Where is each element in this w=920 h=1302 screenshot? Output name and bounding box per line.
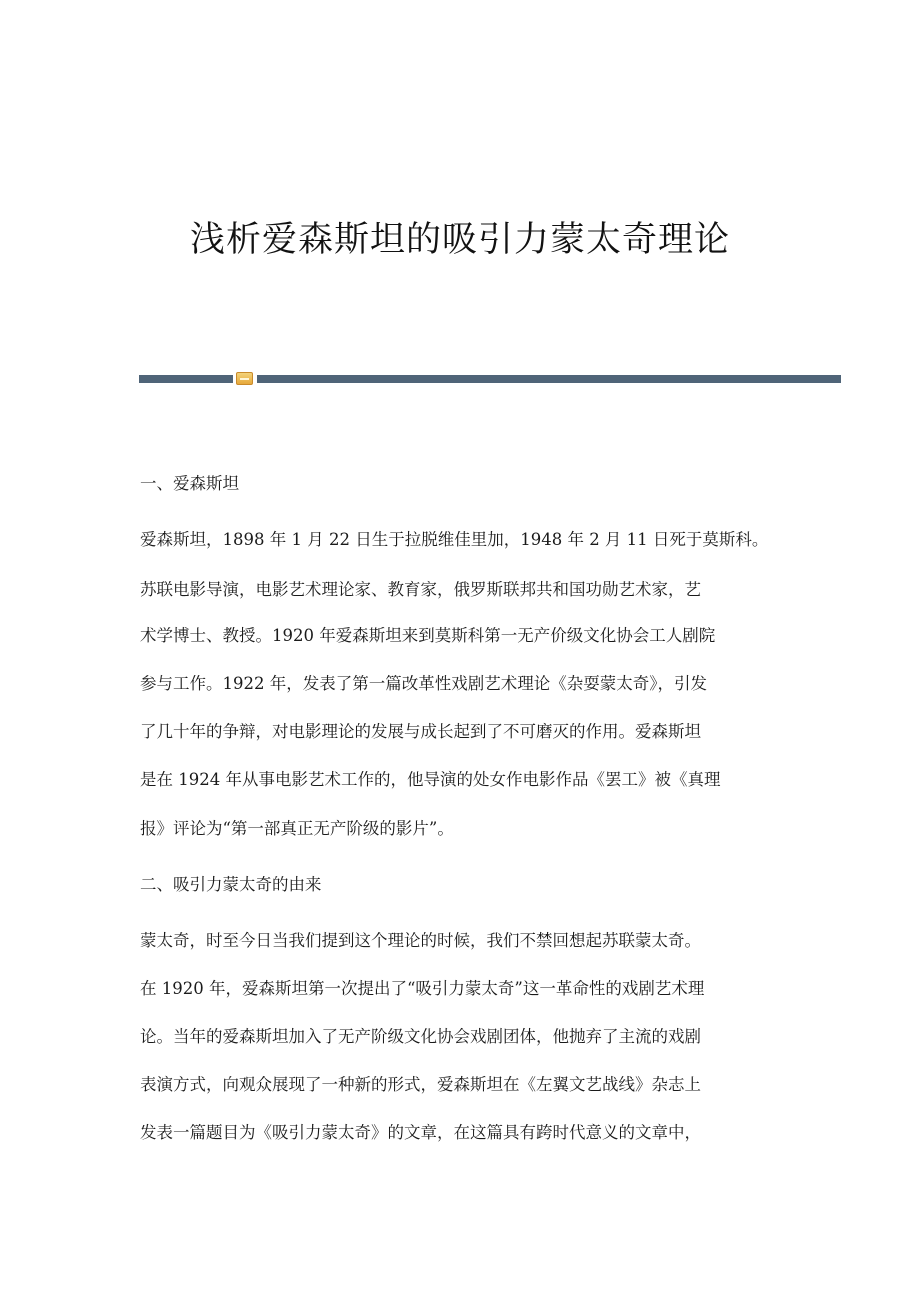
paragraph-line: 论。当年的爱森斯坦加入了无产阶级文化协会戏剧团体，他抛弃了主流的戏剧 [140,1027,701,1046]
title-divider [139,370,841,388]
paragraph-line: 爱森斯坦，1898 年 1 月 22 日生于拉脱维佳里加，1948 年 2 月 11 日死于莫斯科。 [140,530,769,549]
section-heading: 一、爱森斯坦 [140,474,239,493]
document-title: 浅析爱森斯坦的吸引力蒙太奇理论 [189,220,730,260]
paragraph-line: 术学博士、教授。1920 年爱森斯坦来到莫斯科第一无产价级文化协会工人剧院 [140,626,716,645]
divider-bar-left [139,375,233,383]
paragraph-line: 在 1920 年，爱森斯坦第一次提出了“吸引力蒙太奇”这一革命性的戏剧艺术理 [140,979,705,998]
paragraph-line: 蒙太奇，时至今日当我们提到这个理论的时候，我们不禁回想起苏联蒙太奇。 [140,931,701,950]
paragraph-line: 苏联电影导演，电影艺术理论家、教育家，俄罗斯联邦共和国功勋艺术家，艺 [140,580,701,599]
divider-bar-right [257,375,841,383]
paragraph-line: 报》评论为“第一部真正无产阶级的影片”。 [140,819,454,838]
paragraph-line: 参与工作。1922 年，发表了第一篇改革性戏剧艺术理论《杂耍蒙太奇》，引发 [140,674,707,693]
paragraph-line: 了几十年的争辩，对电影理论的发展与成长起到了不可磨灭的作用。爱森斯坦 [140,722,701,741]
paragraph-line: 是在 1924 年从事电影艺术工作的，他导演的处女作电影作品《罢工》被《真理 [140,770,721,789]
paragraph-line: 发表一篇题目为《吸引力蒙太奇》的文章，在这篇具有跨时代意义的文章中， [140,1123,701,1142]
section-heading: 二、吸引力蒙太奇的由来 [140,875,322,894]
divider-emblem-icon [236,372,253,385]
paragraph-line: 表演方式，向观众展现了一种新的形式，爱森斯坦在《左翼文艺战线》杂志上 [140,1075,701,1094]
